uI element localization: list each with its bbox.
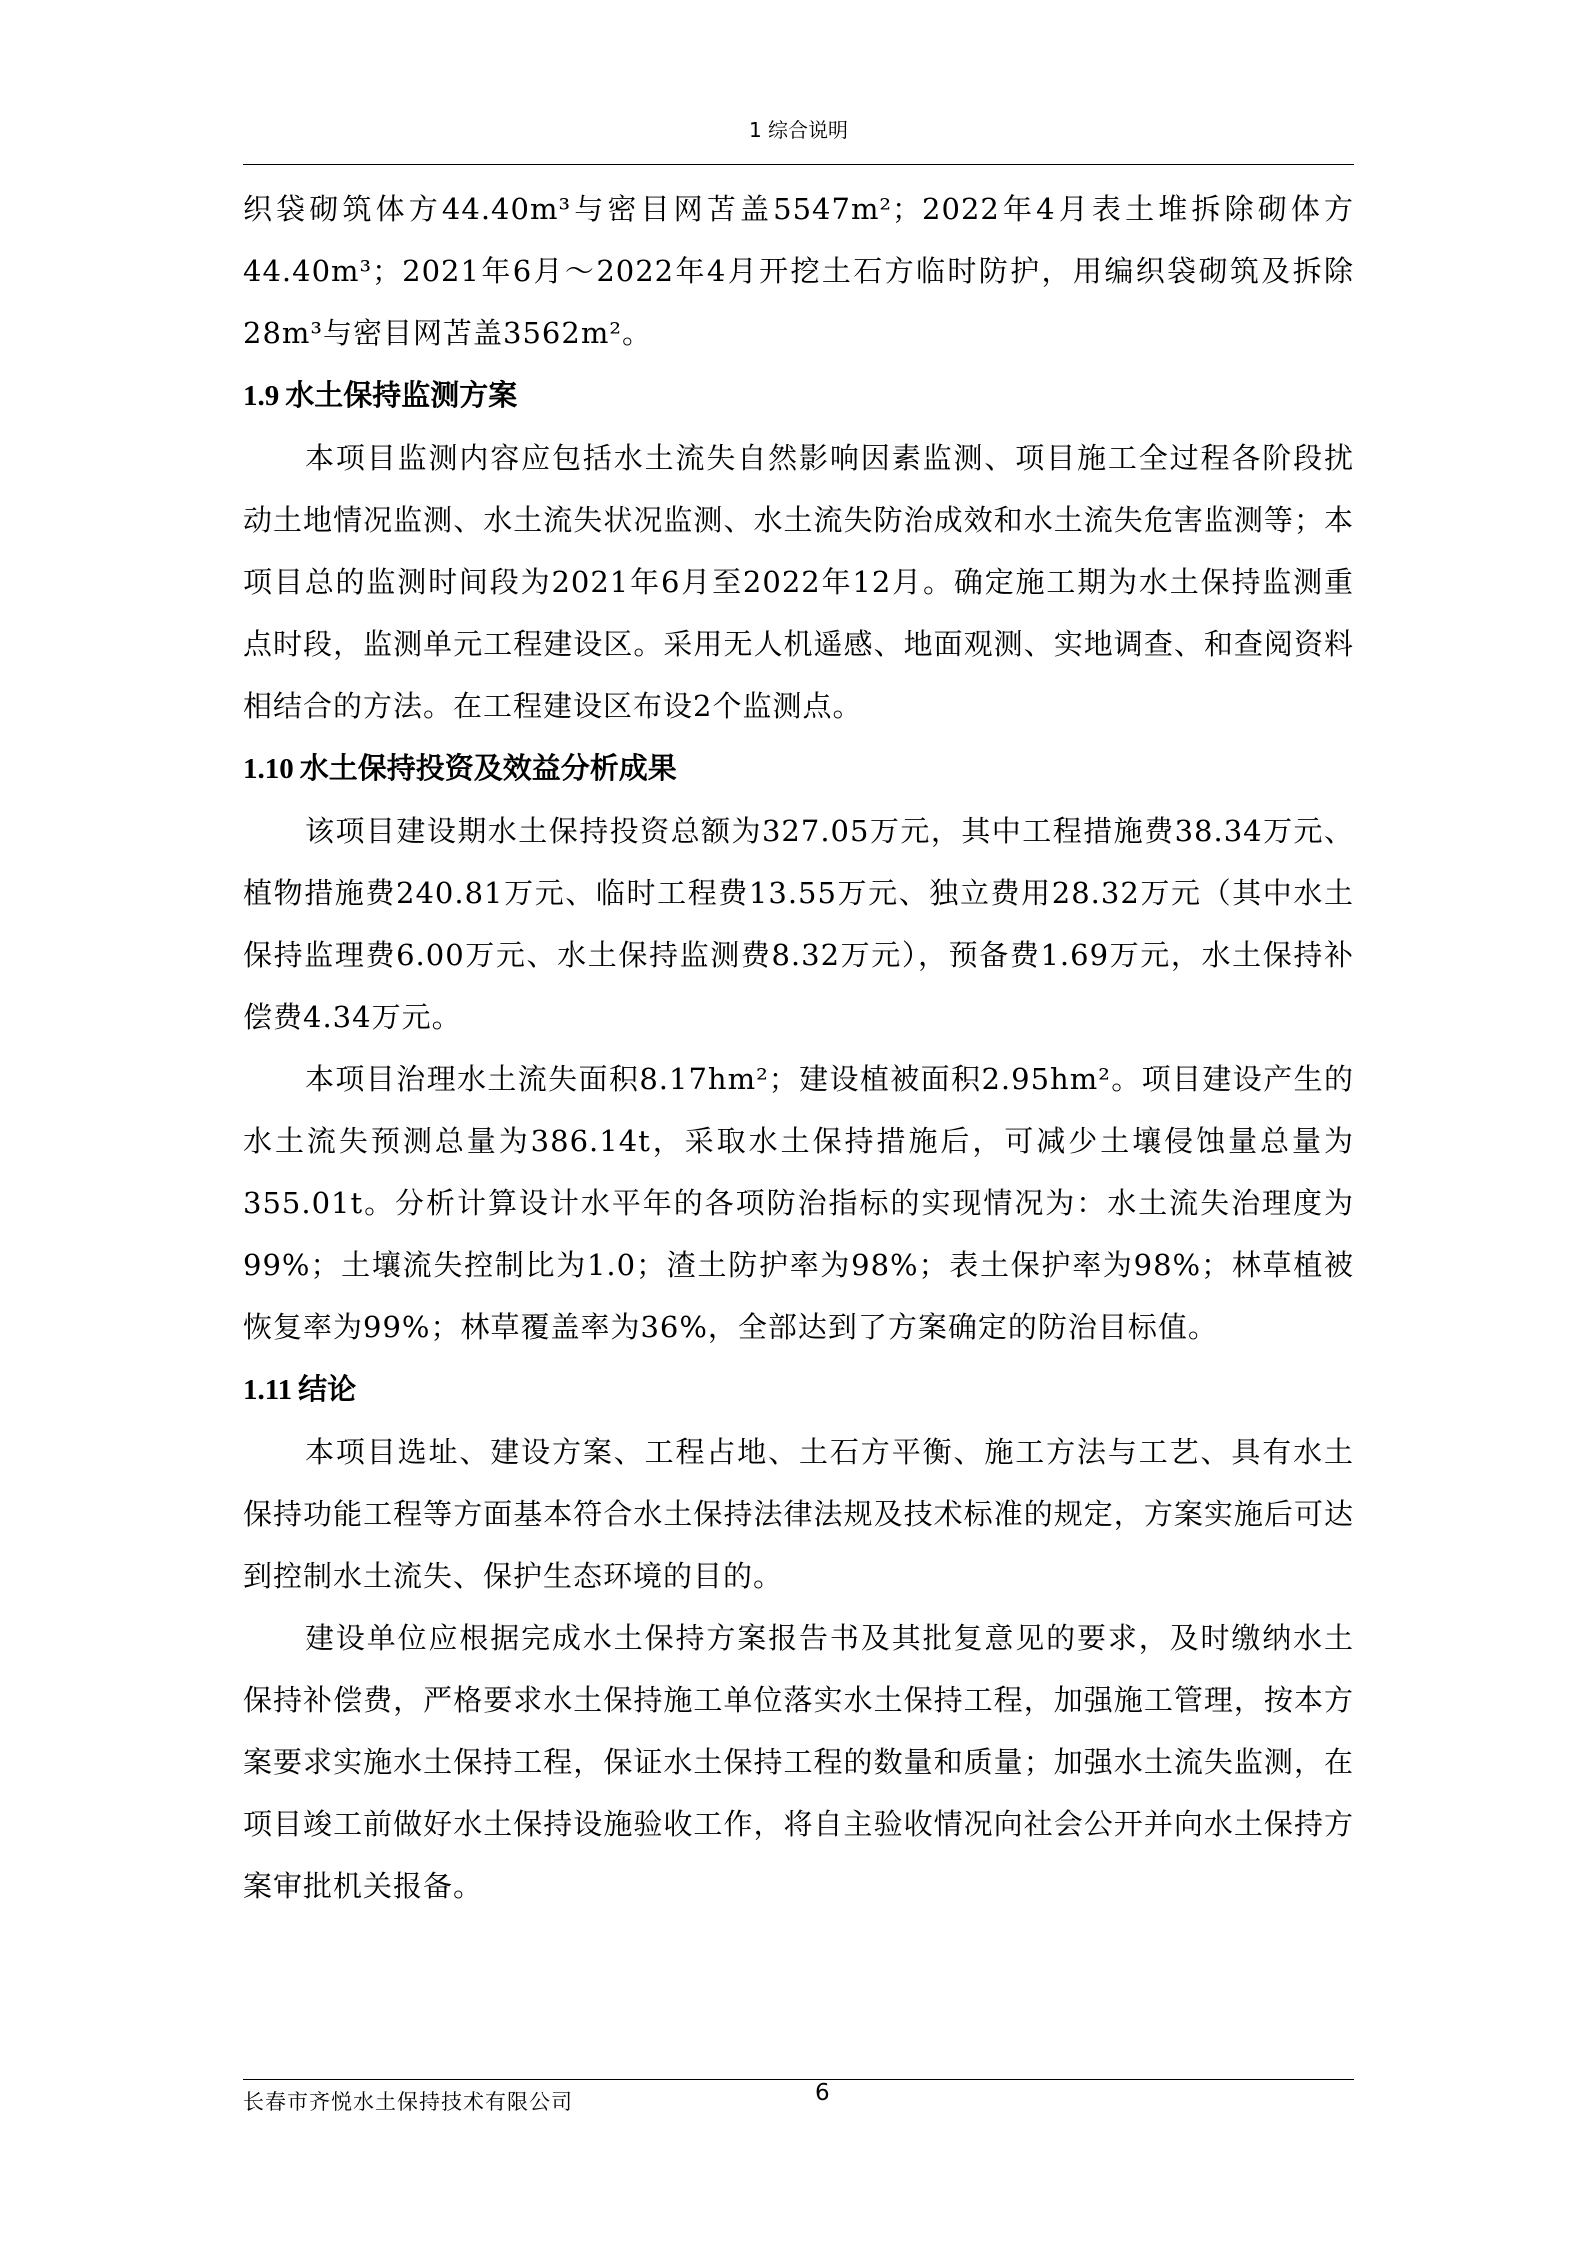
page-header bbox=[243, 112, 1354, 165]
page-footer bbox=[243, 2079, 1354, 2120]
page-number: 6 bbox=[815, 2080, 830, 2106]
paragraph-requirements: 建设单位应根据完成水土保持方案报告书及其批复意见的要求，及时缴纳水土保持补偿费，严格要求水土保持施工单位落实水土保持工程，加强施工管理，按本方案要求实施水土保持工程，保证水土保持工程的数量和质量；加强水土流失监测，在项目竣工前做好水土保持设施验收工作，将自主验收情况向社会公开并向水土保持方案审批机关报备。 bbox=[243, 1621, 1354, 1903]
heading-title: 结论 bbox=[298, 1372, 357, 1406]
document-body bbox=[243, 178, 1354, 1917]
section-heading-1-10 bbox=[243, 737, 1354, 800]
heading-title: 水土保持投资及效益分析成果 bbox=[299, 751, 677, 785]
heading-number: 1.9 bbox=[243, 380, 280, 412]
section-heading-1-11 bbox=[243, 1358, 1354, 1421]
header-title: 1 综合说明 bbox=[748, 118, 849, 142]
footer-company: 长春市齐悦水土保持技术有限公司 bbox=[243, 2090, 573, 2114]
paragraph-benefit: 本项目治理水土流失面积8.17hm²；建设植被面积2.95hm²。项目建设产生的水土流失预测总量为386.14t，采取水土保持措施后，可减少土壤侵蚀量总量为355.01t。分析计算设计水平年的各项防治指标的实现情况为：水土流失治理度为99%；土壤流失控制比为1.0；渣土防护率为98%；表土保护率为98%；林草植被恢复率为99%；林草覆盖率为36%，全部达到了方案确定的防治目标值。 bbox=[243, 1062, 1354, 1344]
paragraph-continued: 织袋砌筑体方44.40m³与密目网苫盖5547m²；2022年4月表土堆拆除砌体方44.40m³；2021年6月～2022年4月开挖土石方临时防护，用编织袋砌筑及拆除28m³与密目网苫盖3562m²。 bbox=[243, 192, 1354, 350]
paragraph-conclusion: 本项目选址、建设方案、工程占地、土石方平衡、施工方法与工艺、具有水土保持功能工程等方面基本符合水土保持法律法规及技术标准的规定，方案实施后可达到控制水土流失、保护生态环境的目的。 bbox=[243, 1435, 1354, 1593]
paragraph-investment: 该项目建设期水土保持投资总额为327.05万元，其中工程措施费38.34万元、植物措施费240.81万元、临时工程费13.55万元、独立费用28.32万元（其中水土保持监理费6.00万元、水土保持监测费8.32万元），预备费1.69万元，水土保持补偿费4.34万元。 bbox=[243, 814, 1354, 1034]
heading-title: 水土保持监测方案 bbox=[285, 378, 518, 412]
section-heading-1-9 bbox=[243, 364, 1354, 427]
heading-number: 1.11 bbox=[243, 1374, 293, 1406]
paragraph-monitoring: 本项目监测内容应包括水土流失自然影响因素监测、项目施工全过程各阶段扰动土地情况监测、水土流失状况监测、水土流失防治成效和水土流失危害监测等；本项目总的监测时间段为2021年6月至2022年12月。确定施工期为水土保持监测重点时段，监测单元工程建设区。采用无人机遥感、地面观测、实地调查、和查阅资料相结合的方法。在工程建设区布设2个监测点。 bbox=[243, 441, 1354, 723]
heading-number: 1.10 bbox=[243, 753, 294, 785]
